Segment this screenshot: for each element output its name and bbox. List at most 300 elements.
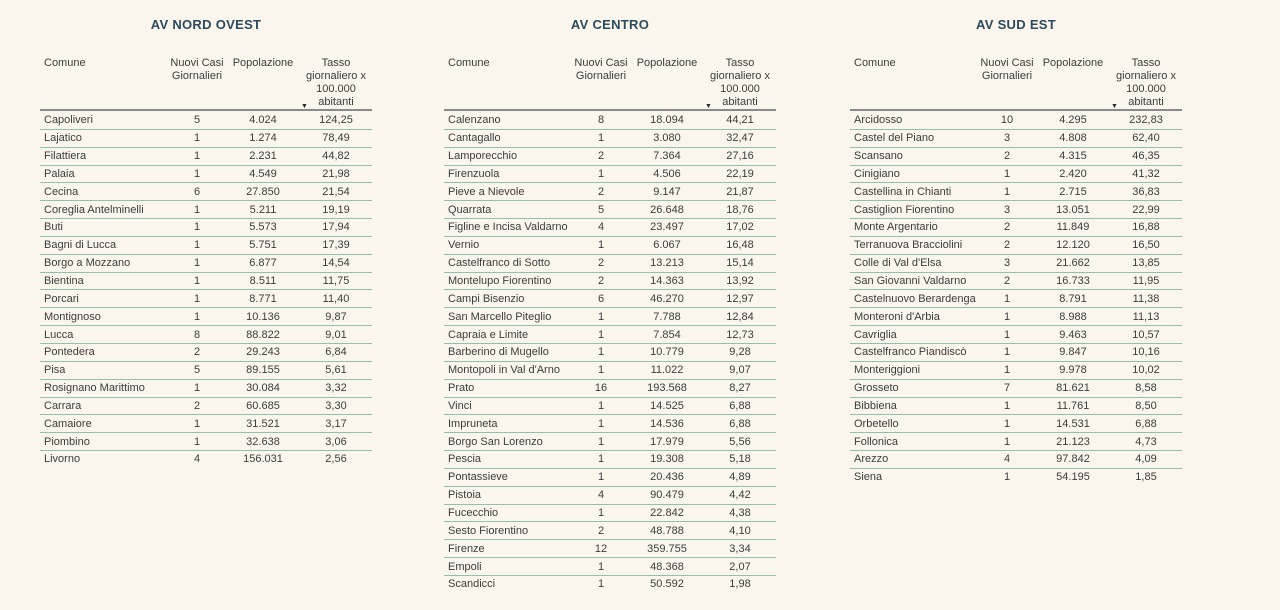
cell-comune: Borgo a Mozzano bbox=[44, 257, 131, 270]
table-row[interactable] bbox=[850, 397, 1182, 415]
cell-popolazione: 2.715 bbox=[1059, 185, 1087, 198]
cell-comune: Scansano bbox=[854, 150, 903, 163]
table-row[interactable] bbox=[40, 254, 372, 272]
table-row[interactable] bbox=[40, 272, 372, 290]
cell-popolazione: 10.779 bbox=[650, 346, 684, 359]
cell-tasso: 32,47 bbox=[726, 132, 754, 145]
table-row[interactable] bbox=[444, 414, 776, 432]
cell-nuovi-casi: 2 bbox=[1003, 150, 1011, 163]
panel-av-centro bbox=[444, 0, 776, 593]
cell-tasso: 2,56 bbox=[325, 453, 347, 466]
cell-popolazione: 81.621 bbox=[1056, 382, 1090, 395]
table-row[interactable] bbox=[40, 307, 372, 325]
cell-popolazione: 46.270 bbox=[650, 292, 684, 305]
cell-nuovi-casi: 5 bbox=[597, 203, 605, 216]
cell-comune: Calenzano bbox=[448, 113, 501, 126]
table-row[interactable] bbox=[444, 450, 776, 468]
table-row[interactable] bbox=[444, 557, 776, 575]
cell-tasso: 13,85 bbox=[1132, 257, 1160, 270]
table-row[interactable] bbox=[850, 111, 1182, 129]
table-row[interactable] bbox=[850, 414, 1182, 432]
table-header bbox=[444, 57, 776, 111]
cell-comune: Arezzo bbox=[854, 453, 889, 466]
cell-comune: Cinigiano bbox=[854, 167, 900, 180]
cell-popolazione: 60.685 bbox=[246, 399, 280, 412]
cell-comune: Monteriggioni bbox=[854, 364, 921, 377]
cell-comune: Siena bbox=[854, 471, 883, 484]
table-row[interactable] bbox=[850, 432, 1182, 450]
table-row[interactable] bbox=[40, 397, 372, 415]
table-row[interactable] bbox=[444, 432, 776, 450]
cell-nuovi-casi: 1 bbox=[193, 292, 201, 305]
column-header-popolazione[interactable]: Popolazione bbox=[232, 57, 294, 69]
table-row[interactable] bbox=[850, 254, 1182, 272]
cell-tasso: 3,17 bbox=[325, 417, 347, 430]
table-row[interactable] bbox=[40, 236, 372, 254]
cell-popolazione: 156.031 bbox=[243, 453, 283, 466]
table-row[interactable] bbox=[40, 182, 372, 200]
column-header-nuovi-casi-giornalieri[interactable]: Nuovi Casi Giornalieri bbox=[574, 57, 628, 82]
table-row[interactable] bbox=[850, 343, 1182, 361]
cell-nuovi-casi: 1 bbox=[1003, 399, 1011, 412]
cell-nuovi-casi: 2 bbox=[193, 399, 201, 412]
cell-popolazione: 4.549 bbox=[249, 167, 277, 180]
table-row[interactable] bbox=[40, 200, 372, 218]
cell-popolazione: 54.195 bbox=[1056, 471, 1090, 484]
cell-nuovi-casi: 1 bbox=[193, 132, 201, 145]
cell-popolazione: 48.368 bbox=[650, 560, 684, 573]
cell-tasso: 8,27 bbox=[729, 382, 751, 395]
cell-tasso: 11,75 bbox=[322, 275, 350, 288]
cell-tasso: 21,87 bbox=[726, 185, 754, 198]
cell-popolazione: 8.771 bbox=[249, 292, 277, 305]
cell-nuovi-casi: 1 bbox=[597, 578, 605, 591]
cell-nuovi-casi: 3 bbox=[1003, 257, 1011, 270]
cell-comune: Cecina bbox=[44, 185, 79, 198]
table-body bbox=[40, 111, 372, 468]
cell-tasso: 3,34 bbox=[729, 542, 751, 555]
cell-comune: Bibbiena bbox=[854, 399, 897, 412]
cell-popolazione: 2.231 bbox=[249, 150, 277, 163]
table-row[interactable] bbox=[850, 129, 1182, 147]
table-title-centro: AV CENTRO bbox=[570, 17, 650, 32]
cell-comune: Impruneta bbox=[448, 417, 498, 430]
table-row[interactable] bbox=[40, 414, 372, 432]
table-row[interactable] bbox=[40, 379, 372, 397]
cell-nuovi-casi: 2 bbox=[597, 150, 605, 163]
cell-tasso: 4,09 bbox=[1135, 453, 1157, 466]
table-row[interactable] bbox=[444, 397, 776, 415]
table-row[interactable] bbox=[444, 468, 776, 486]
cell-nuovi-casi: 8 bbox=[597, 113, 605, 126]
cell-nuovi-casi: 1 bbox=[193, 221, 201, 234]
table-row[interactable] bbox=[444, 379, 776, 397]
table-row[interactable] bbox=[444, 521, 776, 539]
cell-popolazione: 31.521 bbox=[246, 417, 280, 430]
table-row[interactable] bbox=[850, 272, 1182, 290]
cell-popolazione: 5.211 bbox=[249, 203, 277, 216]
table-row[interactable] bbox=[444, 307, 776, 325]
table-row[interactable] bbox=[40, 325, 372, 343]
cell-nuovi-casi: 1 bbox=[597, 364, 605, 377]
cell-popolazione: 30.084 bbox=[246, 382, 280, 395]
cell-popolazione: 26.648 bbox=[650, 203, 684, 216]
cell-tasso: 41,32 bbox=[1132, 167, 1160, 180]
cell-tasso: 4,42 bbox=[729, 489, 751, 502]
cell-comune: Livorno bbox=[44, 453, 81, 466]
cell-popolazione: 4.315 bbox=[1059, 150, 1087, 163]
cell-nuovi-casi: 3 bbox=[1003, 132, 1011, 145]
table-row[interactable] bbox=[850, 147, 1182, 165]
cell-popolazione: 359.755 bbox=[647, 542, 687, 555]
cell-tasso: 22,99 bbox=[1132, 203, 1160, 216]
table-row[interactable] bbox=[444, 325, 776, 343]
cell-popolazione: 12.120 bbox=[1056, 239, 1090, 252]
cell-nuovi-casi: 1 bbox=[597, 435, 605, 448]
cell-nuovi-casi: 1 bbox=[597, 132, 605, 145]
cell-comune: Colle di Val d'Elsa bbox=[854, 257, 942, 270]
cell-comune: Cavriglia bbox=[854, 328, 897, 341]
cell-tasso: 10,02 bbox=[1132, 364, 1160, 377]
table-row[interactable] bbox=[850, 325, 1182, 343]
cell-tasso: 9,01 bbox=[325, 328, 347, 341]
cell-tasso: 62,40 bbox=[1132, 132, 1160, 145]
cell-comune: Pontassieve bbox=[448, 471, 508, 484]
cell-tasso: 16,50 bbox=[1132, 239, 1160, 252]
table-row[interactable] bbox=[444, 111, 776, 129]
column-header-tasso[interactable] bbox=[1110, 57, 1182, 109]
table-row[interactable] bbox=[850, 307, 1182, 325]
cell-tasso: 9,87 bbox=[325, 310, 347, 323]
cell-tasso: 11,40 bbox=[322, 292, 350, 305]
cell-popolazione: 90.479 bbox=[650, 489, 684, 502]
cell-comune: Prato bbox=[448, 382, 475, 395]
cell-comune: Castelfranco Piandiscò bbox=[854, 346, 967, 359]
cell-tasso: 4,89 bbox=[729, 471, 751, 484]
cell-popolazione: 17.979 bbox=[650, 435, 684, 448]
cell-popolazione: 9.463 bbox=[1059, 328, 1087, 341]
table-row[interactable] bbox=[444, 486, 776, 504]
cell-nuovi-casi: 1 bbox=[597, 453, 605, 466]
cell-popolazione: 22.842 bbox=[650, 506, 684, 519]
table-row[interactable] bbox=[444, 272, 776, 290]
cell-nuovi-casi: 6 bbox=[597, 292, 605, 305]
table-row[interactable] bbox=[40, 218, 372, 236]
table-body bbox=[850, 111, 1182, 486]
cell-popolazione: 48.788 bbox=[650, 524, 684, 537]
cell-nuovi-casi: 2 bbox=[1003, 239, 1011, 252]
table-row[interactable] bbox=[444, 165, 776, 183]
cell-tasso: 27,16 bbox=[726, 150, 754, 163]
column-header-popolazione[interactable]: Popolazione bbox=[636, 57, 698, 69]
cell-popolazione: 19.308 bbox=[650, 453, 684, 466]
table-row[interactable] bbox=[850, 450, 1182, 468]
cell-tasso: 16,48 bbox=[726, 239, 754, 252]
cell-nuovi-casi: 1 bbox=[193, 257, 201, 270]
cell-tasso: 6,88 bbox=[1135, 417, 1157, 430]
table-row[interactable] bbox=[444, 289, 776, 307]
cell-popolazione: 4.808 bbox=[1059, 132, 1087, 145]
cell-nuovi-casi: 5 bbox=[193, 364, 201, 377]
cell-nuovi-casi: 5 bbox=[193, 113, 201, 126]
table-row[interactable] bbox=[850, 218, 1182, 236]
cell-tasso: 17,94 bbox=[322, 221, 350, 234]
cell-popolazione: 97.842 bbox=[1056, 453, 1090, 466]
sort-descending-icon[interactable]: ▼ bbox=[301, 103, 308, 110]
cell-nuovi-casi: 1 bbox=[1003, 364, 1011, 377]
table-title-sud-est: AV SUD EST bbox=[975, 17, 1057, 32]
cell-tasso: 17,39 bbox=[322, 239, 350, 252]
cell-tasso: 21,98 bbox=[322, 167, 350, 180]
cell-nuovi-casi: 10 bbox=[1000, 113, 1014, 126]
cell-nuovi-casi: 4 bbox=[597, 489, 605, 502]
cell-popolazione: 9.847 bbox=[1059, 346, 1087, 359]
table-row[interactable] bbox=[444, 147, 776, 165]
table-row[interactable] bbox=[40, 165, 372, 183]
cell-comune: Rosignano Marittimo bbox=[44, 382, 145, 395]
cell-nuovi-casi: 7 bbox=[1003, 382, 1011, 395]
table-row[interactable] bbox=[444, 504, 776, 522]
cell-popolazione: 6.067 bbox=[653, 239, 681, 252]
cell-tasso: 18,76 bbox=[726, 203, 754, 216]
cell-tasso: 3,06 bbox=[325, 435, 347, 448]
column-header-comune[interactable]: Comune bbox=[44, 57, 86, 69]
cell-tasso: 44,21 bbox=[726, 113, 754, 126]
cell-popolazione: 6.877 bbox=[249, 257, 277, 270]
cell-tasso: 4,73 bbox=[1135, 435, 1157, 448]
cell-tasso: 2,07 bbox=[729, 560, 751, 573]
cell-tasso: 22,19 bbox=[726, 167, 754, 180]
cell-comune: Pistoia bbox=[448, 489, 482, 502]
table-row[interactable] bbox=[850, 361, 1182, 379]
table-row[interactable] bbox=[40, 147, 372, 165]
cell-nuovi-casi: 1 bbox=[597, 560, 605, 573]
sort-descending-icon[interactable]: ▼ bbox=[705, 103, 712, 110]
cell-popolazione: 50.592 bbox=[650, 578, 684, 591]
column-header-tasso-label: Tasso giornaliero x 100.000 abitanti bbox=[306, 57, 366, 108]
table-row[interactable] bbox=[444, 254, 776, 272]
cell-comune: Bagni di Lucca bbox=[44, 239, 117, 252]
cell-nuovi-casi: 2 bbox=[597, 257, 605, 270]
table-row[interactable] bbox=[850, 182, 1182, 200]
cell-popolazione: 11.022 bbox=[650, 364, 684, 377]
cell-popolazione: 4.024 bbox=[249, 113, 277, 126]
table-header bbox=[850, 57, 1182, 111]
cell-popolazione: 14.536 bbox=[650, 417, 684, 430]
cell-comune: Lajatico bbox=[44, 132, 82, 145]
table-row[interactable] bbox=[444, 575, 776, 593]
table-title-nord-ovest: AV NORD OVEST bbox=[150, 17, 262, 32]
cell-tasso: 12,97 bbox=[726, 292, 754, 305]
cell-nuovi-casi: 1 bbox=[597, 167, 605, 180]
cell-comune: Capoliveri bbox=[44, 113, 93, 126]
cell-comune: Borgo San Lorenzo bbox=[448, 435, 543, 448]
cell-popolazione: 18.094 bbox=[650, 113, 684, 126]
cell-comune: Castelnuovo Berardenga bbox=[854, 292, 976, 305]
cell-comune: Porcari bbox=[44, 292, 79, 305]
cell-popolazione: 29.243 bbox=[246, 346, 280, 359]
cell-nuovi-casi: 1 bbox=[597, 506, 605, 519]
cell-comune: Lucca bbox=[44, 328, 74, 341]
table-row[interactable] bbox=[40, 111, 372, 129]
table-row[interactable] bbox=[40, 450, 372, 468]
cell-popolazione: 14.525 bbox=[650, 399, 684, 412]
cell-tasso: 232,83 bbox=[1129, 113, 1163, 126]
table-body bbox=[444, 111, 776, 593]
cell-nuovi-casi: 4 bbox=[597, 221, 605, 234]
cell-tasso: 6,88 bbox=[729, 399, 751, 412]
cell-popolazione: 8.511 bbox=[249, 275, 277, 288]
cell-popolazione: 9.147 bbox=[653, 185, 681, 198]
cell-tasso: 12,84 bbox=[726, 310, 754, 323]
column-header-comune[interactable]: Comune bbox=[854, 57, 896, 69]
cell-popolazione: 8.988 bbox=[1059, 310, 1087, 323]
cell-comune: Pisa bbox=[44, 364, 66, 377]
cell-popolazione: 4.295 bbox=[1059, 113, 1087, 126]
cell-nuovi-casi: 1 bbox=[193, 435, 201, 448]
cell-nuovi-casi: 12 bbox=[594, 542, 608, 555]
cell-popolazione: 20.436 bbox=[650, 471, 684, 484]
cell-comune: Arcidosso bbox=[854, 113, 903, 126]
cell-popolazione: 9.978 bbox=[1059, 364, 1087, 377]
table-row[interactable] bbox=[444, 361, 776, 379]
cell-popolazione: 16.733 bbox=[1056, 275, 1090, 288]
cell-tasso: 3,32 bbox=[325, 382, 347, 395]
cell-nuovi-casi: 2 bbox=[1003, 275, 1011, 288]
column-header-tasso[interactable] bbox=[300, 57, 372, 109]
panel-av-sud-est bbox=[850, 0, 1182, 486]
table-row[interactable] bbox=[40, 343, 372, 361]
cell-tasso: 124,25 bbox=[319, 113, 353, 126]
table-row[interactable] bbox=[444, 129, 776, 147]
cell-nuovi-casi: 2 bbox=[597, 275, 605, 288]
cell-comune: Fucecchio bbox=[448, 506, 499, 519]
cell-popolazione: 14.531 bbox=[1056, 417, 1090, 430]
cell-nuovi-casi: 1 bbox=[1003, 435, 1011, 448]
cell-nuovi-casi: 1 bbox=[193, 310, 201, 323]
cell-nuovi-casi: 1 bbox=[597, 310, 605, 323]
column-header-popolazione[interactable]: Popolazione bbox=[1042, 57, 1104, 69]
table-row[interactable] bbox=[444, 218, 776, 236]
cell-nuovi-casi: 1 bbox=[597, 328, 605, 341]
cell-nuovi-casi: 1 bbox=[1003, 346, 1011, 359]
table-row[interactable] bbox=[850, 289, 1182, 307]
cell-comune: Coreglia Antelminelli bbox=[44, 203, 144, 216]
table-row[interactable] bbox=[444, 182, 776, 200]
column-header-comune[interactable]: Comune bbox=[448, 57, 490, 69]
cell-comune: Camaiore bbox=[44, 417, 92, 430]
table-row[interactable] bbox=[444, 200, 776, 218]
table-row[interactable] bbox=[444, 539, 776, 557]
cell-popolazione: 7.788 bbox=[653, 310, 681, 323]
cell-nuovi-casi: 2 bbox=[193, 346, 201, 359]
cell-tasso: 14,54 bbox=[322, 257, 350, 270]
cell-nuovi-casi: 1 bbox=[193, 382, 201, 395]
cell-comune: Quarrata bbox=[448, 203, 492, 216]
table-row[interactable] bbox=[850, 200, 1182, 218]
cell-tasso: 8,50 bbox=[1135, 399, 1157, 412]
cell-comune: Montopoli in Val d'Arno bbox=[448, 364, 560, 377]
column-header-nuovi-casi-giornalieri[interactable]: Nuovi Casi Giornalieri bbox=[170, 57, 224, 82]
cell-comune: Palaia bbox=[44, 167, 75, 180]
cell-nuovi-casi: 1 bbox=[1003, 417, 1011, 430]
cell-comune: Pontedera bbox=[44, 346, 95, 359]
cell-nuovi-casi: 4 bbox=[193, 453, 201, 466]
cell-nuovi-casi: 1 bbox=[193, 167, 201, 180]
cell-tasso: 6,84 bbox=[325, 346, 347, 359]
cell-popolazione: 7.364 bbox=[653, 150, 681, 163]
cell-nuovi-casi: 1 bbox=[597, 417, 605, 430]
column-header-tasso[interactable] bbox=[704, 57, 776, 109]
cell-comune: Castelfranco di Sotto bbox=[448, 257, 551, 270]
table-row[interactable] bbox=[850, 468, 1182, 486]
cell-comune: Empoli bbox=[448, 560, 482, 573]
cell-nuovi-casi: 1 bbox=[597, 471, 605, 484]
cell-nuovi-casi: 1 bbox=[1003, 328, 1011, 341]
cell-popolazione: 14.363 bbox=[650, 275, 684, 288]
panel-av-nord-ovest bbox=[40, 0, 372, 468]
cell-popolazione: 8.791 bbox=[1059, 292, 1087, 305]
cell-comune: Castel del Piano bbox=[854, 132, 935, 145]
cell-nuovi-casi: 1 bbox=[193, 275, 201, 288]
cell-nuovi-casi: 3 bbox=[1003, 203, 1011, 216]
column-header-nuovi-casi-giornalieri[interactable]: Nuovi Casi Giornalieri bbox=[980, 57, 1034, 82]
cell-comune: Firenzuola bbox=[448, 167, 500, 180]
cell-nuovi-casi: 1 bbox=[1003, 471, 1011, 484]
cell-comune: Figline e Incisa Valdarno bbox=[448, 221, 568, 234]
table-row[interactable] bbox=[850, 236, 1182, 254]
cell-popolazione: 13.051 bbox=[1056, 203, 1090, 216]
cell-tasso: 1,98 bbox=[729, 578, 751, 591]
table-row[interactable] bbox=[40, 129, 372, 147]
cell-tasso: 9,07 bbox=[729, 364, 751, 377]
table-row[interactable] bbox=[40, 432, 372, 450]
cell-popolazione: 88.822 bbox=[246, 328, 280, 341]
cell-comune: Vernio bbox=[448, 239, 480, 252]
table-row[interactable] bbox=[444, 343, 776, 361]
cell-comune: Monte Argentario bbox=[854, 221, 938, 234]
table-row[interactable] bbox=[40, 289, 372, 307]
cell-tasso: 11,13 bbox=[1132, 310, 1160, 323]
cell-tasso: 11,38 bbox=[1132, 292, 1160, 305]
sort-descending-icon[interactable]: ▼ bbox=[1111, 103, 1118, 110]
cell-popolazione: 1.274 bbox=[249, 132, 277, 145]
cell-comune: Follonica bbox=[854, 435, 899, 448]
cell-tasso: 11,95 bbox=[1132, 275, 1160, 288]
cell-comune: San Marcello Piteglio bbox=[448, 310, 552, 323]
cell-tasso: 19,19 bbox=[322, 203, 350, 216]
table-row[interactable] bbox=[40, 361, 372, 379]
cell-tasso: 10,16 bbox=[1132, 346, 1160, 359]
cell-tasso: 4,10 bbox=[729, 524, 751, 537]
cell-comune: Buti bbox=[44, 221, 63, 234]
cell-nuovi-casi: 1 bbox=[193, 417, 201, 430]
cell-popolazione: 13.213 bbox=[650, 257, 684, 270]
column-header-tasso-label: Tasso giornaliero x 100.000 abitanti bbox=[1116, 57, 1176, 108]
cell-tasso: 36,83 bbox=[1132, 185, 1160, 198]
table-row[interactable] bbox=[444, 236, 776, 254]
cell-comune: Carrara bbox=[44, 399, 82, 412]
cell-comune: Castellina in Chianti bbox=[854, 185, 952, 198]
cell-nuovi-casi: 6 bbox=[193, 185, 201, 198]
table-row[interactable] bbox=[850, 379, 1182, 397]
cell-comune: Lamporecchio bbox=[448, 150, 518, 163]
cell-comune: Monteroni d'Arbia bbox=[854, 310, 940, 323]
cell-nuovi-casi: 1 bbox=[193, 150, 201, 163]
cell-tasso: 1,85 bbox=[1135, 471, 1157, 484]
cell-tasso: 46,35 bbox=[1132, 150, 1160, 163]
table-row[interactable] bbox=[850, 165, 1182, 183]
